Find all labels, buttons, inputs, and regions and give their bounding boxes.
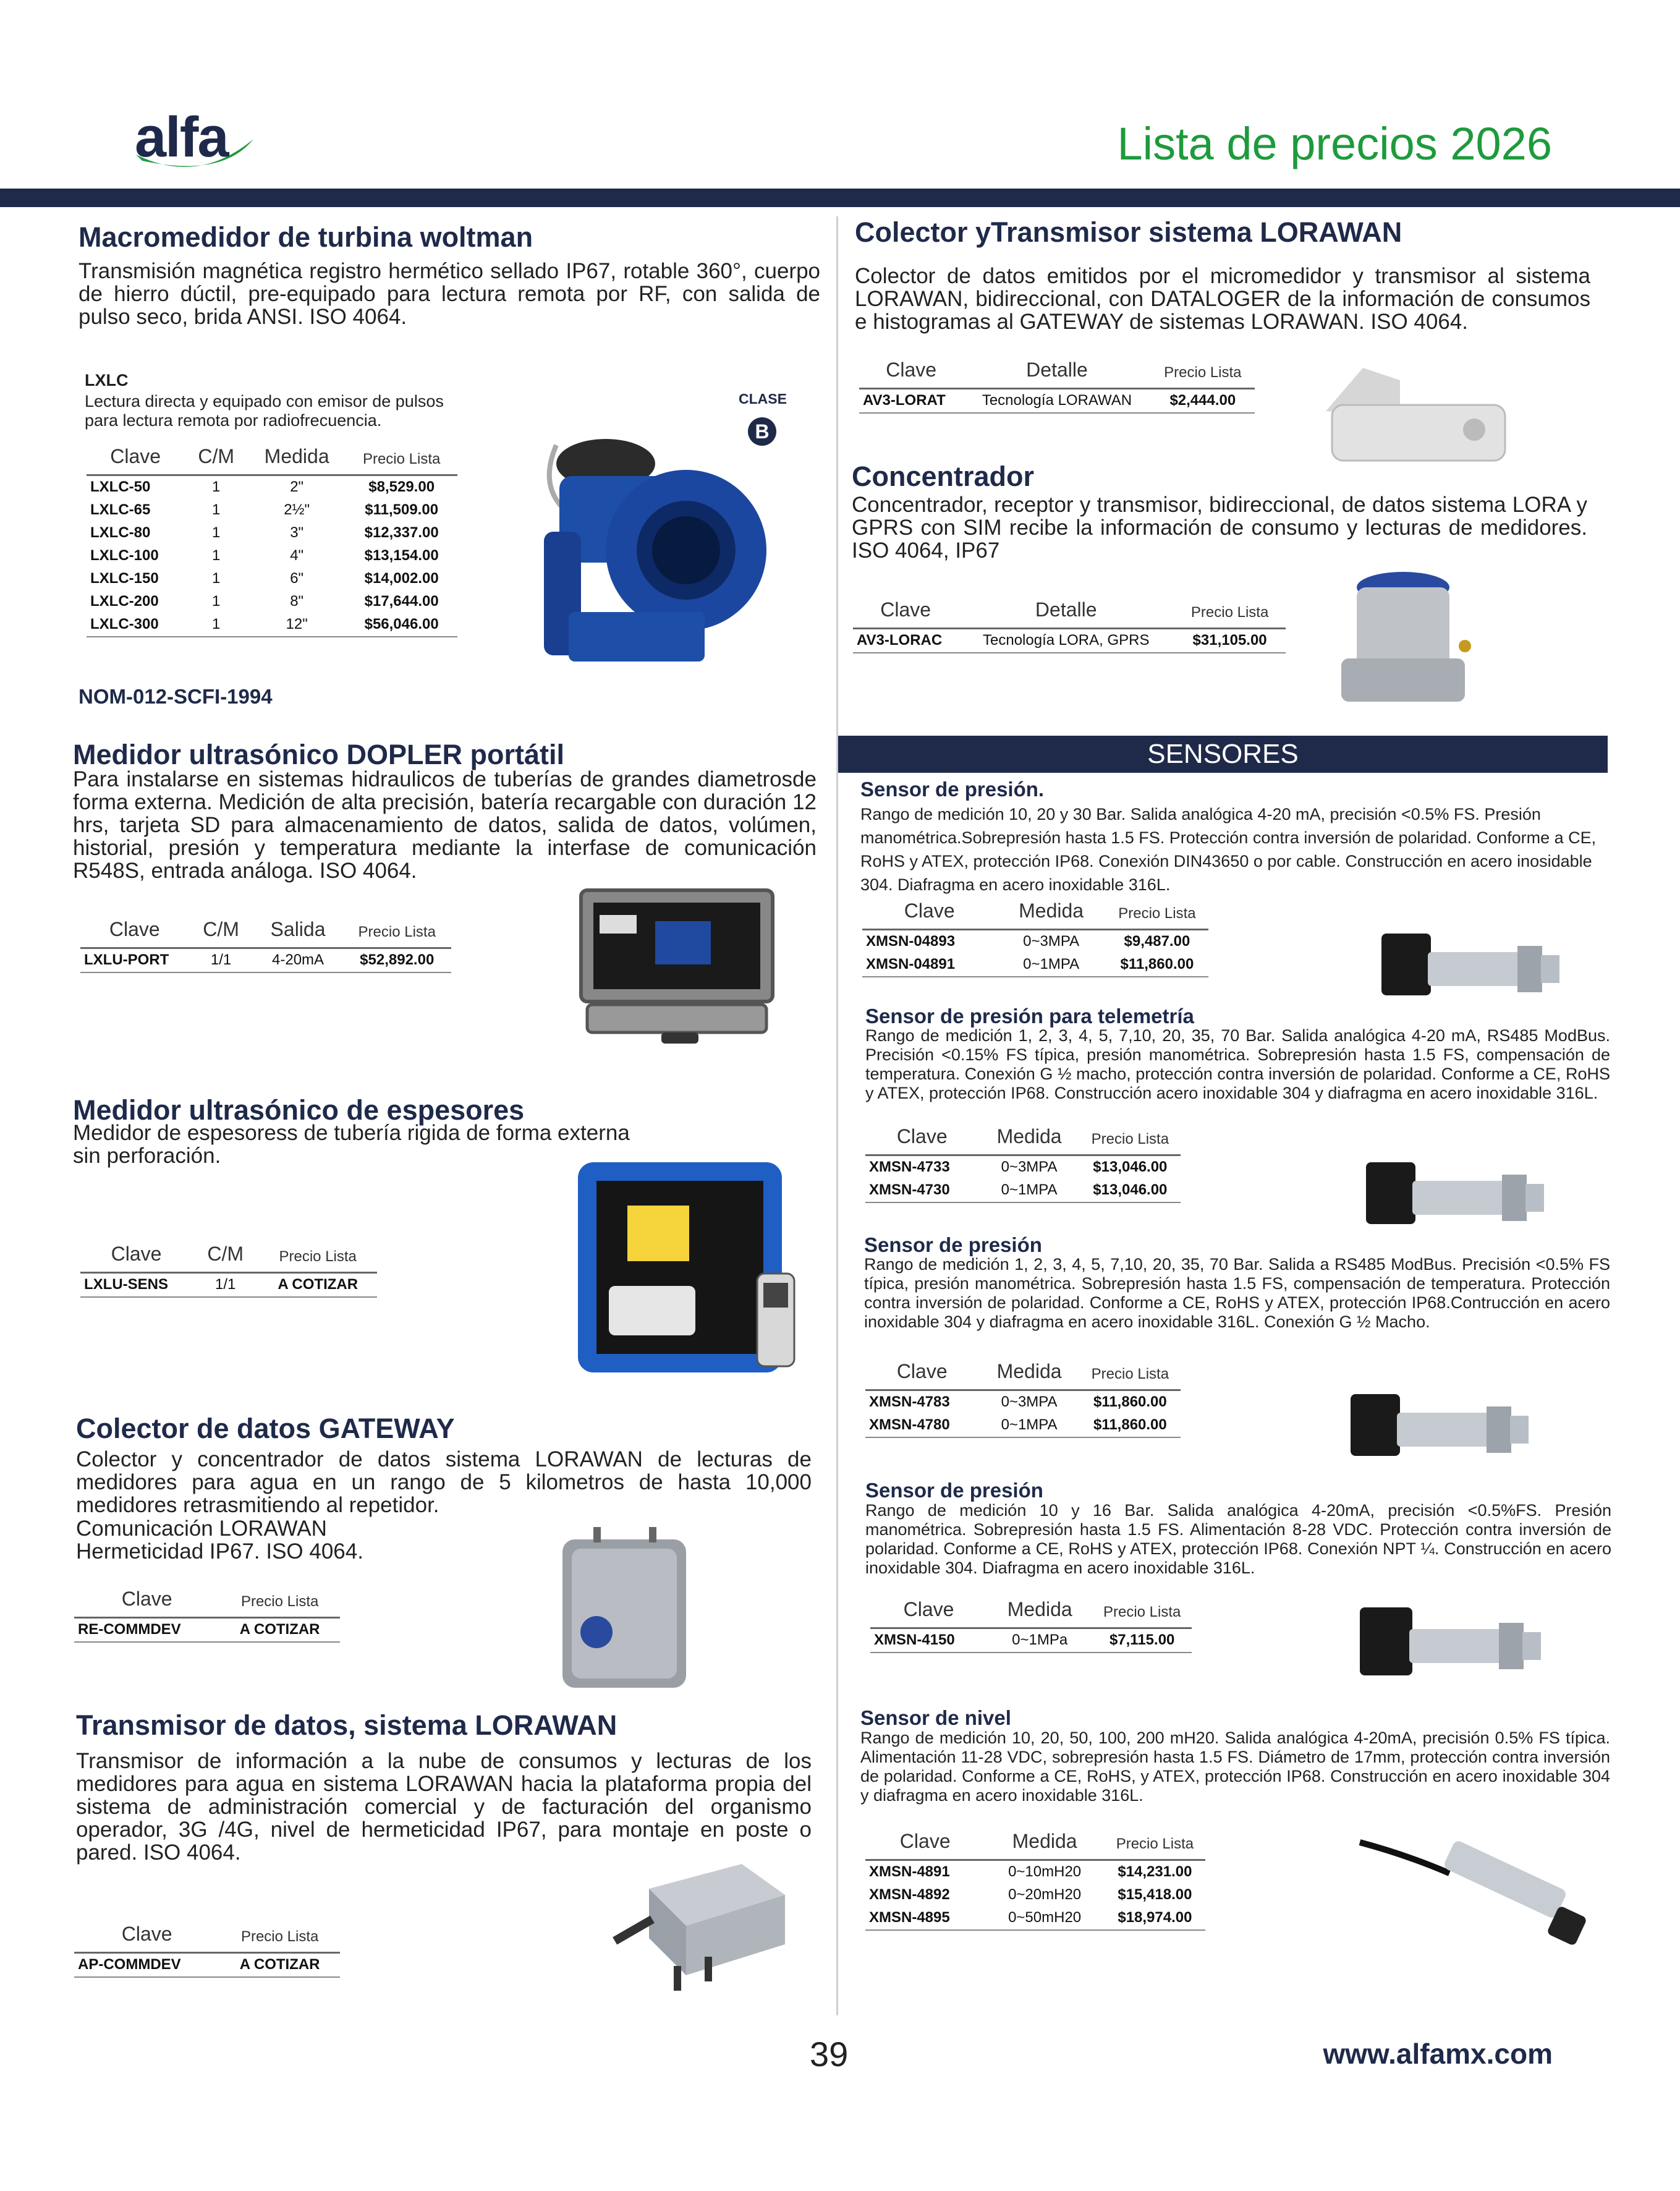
- cell-clave: XMSN-4895: [865, 1907, 985, 1930]
- sensor3-title: Sensor de presión: [864, 1233, 1042, 1256]
- cell-clave: RE-COMMDEV: [74, 1618, 219, 1643]
- col-cm: C/M: [189, 918, 253, 948]
- cell-detalle: Tecnología LORAWAN: [963, 389, 1150, 414]
- col-clave: Clave: [870, 1598, 987, 1628]
- cell-medida: 0~3MPA: [1001, 1159, 1058, 1175]
- col-clave: Clave: [74, 1588, 219, 1618]
- logo-text: alfa: [135, 106, 228, 169]
- document-title: Lista de precios 2026: [1117, 118, 1552, 169]
- col-medida: Medida: [978, 1360, 1079, 1390]
- cell-precio: $14,231.00: [1118, 1863, 1192, 1880]
- transmisor-price-table: [74, 1923, 340, 1978]
- col-salida: Salida: [253, 918, 343, 948]
- colector-title: Colector yTransmisor sistema LORAWAN: [855, 216, 1402, 248]
- cell-precio: $31,105.00: [1174, 629, 1286, 653]
- sensor2-price-table: [865, 1125, 1181, 1203]
- cell-precio: A COTIZAR: [219, 1953, 340, 1978]
- gateway-description-2: Comunicación LORAWAN: [76, 1517, 327, 1541]
- col-clave: Clave: [865, 1830, 985, 1860]
- cell-cm: 1: [211, 479, 221, 495]
- gateway-title: Colector de datos GATEWAY: [76, 1413, 455, 1444]
- cell-medida: 6": [290, 570, 304, 587]
- cell-clave: LXLC-200: [90, 593, 159, 610]
- cell-clave: XMSN-4733: [869, 1159, 950, 1175]
- cell-cm: 1: [211, 570, 221, 587]
- cell-cm: 1: [211, 547, 221, 564]
- col-clave: Clave: [87, 445, 184, 475]
- cell-medida: 0~1MPA: [996, 953, 1105, 977]
- cell-clave: AP-COMMDEV: [74, 1953, 219, 1978]
- table-row: [87, 545, 457, 568]
- table-row: [87, 522, 457, 545]
- dopler-case-image: [575, 878, 779, 1051]
- table-row: [865, 1390, 1181, 1415]
- col-medida: Medida: [978, 1125, 1079, 1155]
- cell-medida: 12": [248, 613, 346, 637]
- cell-precio: $9,487.00: [1124, 933, 1190, 950]
- table-row: [74, 1953, 340, 1978]
- col-cm: C/M: [192, 1243, 258, 1273]
- cell-clave: LXLU-SENS: [80, 1273, 192, 1298]
- col-clave: Clave: [859, 359, 963, 389]
- cell-cm: 1/1: [189, 948, 253, 973]
- level-sensor-image: [1357, 1830, 1604, 1972]
- table-row: [87, 613, 457, 637]
- col-cm: C/M: [184, 445, 248, 475]
- table-row: [862, 930, 1208, 954]
- thickness-meter-case-image: [572, 1150, 807, 1391]
- cell-medida: 0~1MPA: [978, 1414, 1079, 1437]
- woltman-title: Macromedidor de turbina woltman: [78, 221, 533, 253]
- clase-label: CLASE: [739, 391, 787, 407]
- sensor2-title: Sensor de presión para telemetría: [865, 1005, 1194, 1027]
- table-row: [853, 629, 1286, 653]
- dopler-description: Para instalarse en sistemas hidraulicos de tuberías de grandes diametrosde forma externa. Medición de alta precisión, batería recargable con duración 12 hrs, tarjeta SD para almacenamiento de datos, salida de datos, volúmen, historial, presión y temperatura mediante la interfase de comunicación R548S, entrada análoga. ISO 4064.: [73, 767, 817, 883]
- header-bar: [0, 189, 1680, 207]
- table-row: [865, 1155, 1181, 1180]
- turbine-meter-image: [532, 408, 773, 680]
- cell-medida: 2½": [284, 501, 310, 518]
- cell-medida: 4": [290, 547, 304, 564]
- sensor5-description: Rango de medición 10, 20, 50, 100, 200 mH20. Salida analógica 4-20mA, precisión 0.5% FS típica. Alimentación 11-28 VDC, sobrepresión hasta 1.5 FS. Diámetro de 17mm, protección contra inversión de polaridad. Conforme a CE, RoHS, y ATEX, protección IP68. Construcción en acero inoxidable 304 y diafragma en acero inoxidable 316L.: [860, 1729, 1610, 1805]
- cell-precio: $8,529.00: [368, 479, 435, 495]
- lorawan-collector-image: [1313, 362, 1511, 467]
- gateway-price-table: [74, 1588, 340, 1643]
- cell-medida: 0~3MPA: [1023, 933, 1080, 950]
- cell-precio: $17,644.00: [364, 593, 439, 610]
- cell-clave: AV3-LORAC: [853, 629, 958, 653]
- table-row: [80, 948, 451, 973]
- cell-precio: $13,154.00: [364, 547, 439, 564]
- cell-precio: $12,337.00: [364, 524, 439, 541]
- cell-clave: LXLU-PORT: [80, 948, 189, 973]
- table-row: [87, 590, 457, 613]
- col-medida: Medida: [985, 1830, 1104, 1860]
- cell-precio: $13,046.00: [1093, 1159, 1168, 1175]
- cell-medida: 0~20mH20: [1008, 1886, 1082, 1903]
- cell-clave: LXLC-80: [90, 524, 151, 541]
- table-row: [859, 389, 1255, 414]
- cell-clave: XMSN-4780: [865, 1414, 978, 1437]
- colector-description: Colector de datos emitidos por el micromedidor y transmisor al sistema LORAWAN, bidireccional, con DATALOGER de la información de consumos e histogramas al GATEWAY de sistemas LORAWAN. ISO 4064.: [855, 264, 1590, 334]
- table-row: [87, 499, 457, 522]
- transmisor-description: Transmisor de información a la nube de consumos y lecturas de los medidores para agua en sistema LORAWAN hacia la plataforma propia del sistema de administración comercial y de facturación del organismo operador, 3G /4G, nivel de hermeticidad IP67, para montaje en poste o pared. ISO 4064.: [76, 1749, 812, 1865]
- col-medida: Medida: [248, 445, 346, 475]
- cell-medida: 0~1MPA: [978, 1179, 1079, 1202]
- transmitter-device-image: [612, 1852, 797, 1994]
- table-row: [87, 475, 457, 500]
- sensor3-price-table: [865, 1360, 1181, 1438]
- col-precio: Precio Lista: [342, 918, 451, 948]
- cell-precio: A COTIZAR: [258, 1273, 377, 1298]
- col-precio: Precio Lista: [1106, 900, 1208, 930]
- cell-medida: 2": [290, 479, 304, 495]
- col-clave: Clave: [862, 900, 996, 930]
- website-link[interactable]: www.alfamx.com: [1323, 2038, 1553, 2070]
- cell-clave: XMSN-04893: [866, 933, 956, 950]
- cell-medida: 0~10mH20: [1008, 1863, 1082, 1880]
- col-precio: Precio Lista: [219, 1923, 340, 1953]
- col-clave: Clave: [80, 1243, 192, 1273]
- col-detalle: Detalle: [963, 359, 1150, 389]
- col-clave: Clave: [853, 598, 958, 629]
- sensor3-description: Rango de medición 1, 2, 3, 4, 5, 7,10, 20, 35, 70 Bar. Salida a RS485 ModBus. Precisión <0.5% FS típica, presión manométrica. Sobrepresión hasta 1.5 FS, compensación de temperatura. Protección contra inversión de polaridad. Conforme a CE, RoHS y ATEX, protección IP68.Contrucción en acero inoxidable 304 y diafragma en acero inoxidable 316L. Conexión G ½ Macho.: [864, 1255, 1610, 1331]
- cell-precio: $52,892.00: [342, 948, 451, 973]
- col-clave: Clave: [865, 1125, 978, 1155]
- gateway-device-image: [556, 1527, 698, 1694]
- alfa-logo: [130, 105, 263, 176]
- col-precio: Precio Lista: [1080, 1360, 1181, 1390]
- cell-cm: 1: [184, 613, 248, 637]
- table-row: [865, 1179, 1181, 1202]
- col-medida: Medida: [987, 1598, 1092, 1628]
- woltman-model-description: Lectura directa y equipado con emisor de pulsos para lectura remota por radiofrecuencia.: [85, 392, 444, 430]
- gateway-description-3: Hermeticidad IP67. ISO 4064.: [76, 1539, 363, 1563]
- col-precio: Precio Lista: [1092, 1598, 1192, 1628]
- cell-clave: XMSN-4150: [870, 1628, 987, 1653]
- sensor4-title: Sensor de presión: [865, 1479, 1043, 1502]
- cell-precio: $2,444.00: [1151, 389, 1255, 414]
- concentrador-description: Concentrador, receptor y transmisor, bidireccional, de datos sistema LORA y GPRS con SIM recibe la información de consumo y lecturas de medidores. ISO 4064, IP67: [852, 493, 1587, 563]
- table-row: [865, 1414, 1181, 1437]
- norm-label: NOM-012-SCFI-1994: [78, 685, 273, 708]
- sensor1-price-table: [862, 900, 1208, 977]
- cell-clave: XMSN-4783: [869, 1393, 950, 1410]
- cell-precio: $56,046.00: [346, 613, 457, 637]
- cell-precio: $7,115.00: [1092, 1628, 1192, 1653]
- col-precio: Precio Lista: [1151, 359, 1255, 389]
- table-row: [865, 1907, 1205, 1930]
- sensor4-description: Rango de medición 10 y 16 Bar. Salida analógica 4-20mA, precisión <0.5%FS. Presión manométrica. Sobrepresión hasta 1.5 FS. Alimentación 8-28 VDC. Protección contra inversión de polaridad. Conforme a CE, RoHS y ATEX, protección IP68. Conexión NPT ¼. Construcción en acero inoxidable 304. Diafragma en acero inoxidable 316L.: [865, 1501, 1611, 1577]
- cell-precio: $15,418.00: [1118, 1886, 1192, 1903]
- cell-cm: 1/1: [192, 1273, 258, 1298]
- col-clave: Clave: [74, 1923, 219, 1953]
- sensor5-price-table: [865, 1830, 1205, 1931]
- cell-medida: 8": [290, 593, 304, 610]
- cell-clave: XMSN-4891: [869, 1863, 950, 1880]
- table-row: [870, 1628, 1192, 1653]
- sensor5-title: Sensor de nivel: [860, 1706, 1011, 1729]
- cell-clave: LXLC-65: [90, 501, 151, 518]
- cell-clave: LXLC-100: [90, 547, 159, 564]
- colector-price-table: [859, 359, 1255, 414]
- cell-precio: A COTIZAR: [219, 1618, 340, 1643]
- cell-precio: $11,860.00: [1080, 1414, 1181, 1437]
- concentrador-title: Concentrador: [852, 461, 1035, 492]
- woltman-description: Transmisión magnética registro hermético sellado IP67, rotable 360°, cuerpo de hierro dúctil, pre-equipado para lectura remota por RF, con salida de pulso seco, brida ANSI. ISO 4064.: [78, 259, 820, 329]
- table-row: [74, 1618, 340, 1643]
- col-precio: Precio Lista: [258, 1243, 377, 1273]
- pressure-sensor-image-2: [1354, 1138, 1558, 1261]
- transmisor-title: Transmisor de datos, sistema LORAWAN: [76, 1709, 617, 1741]
- cell-medida: 0~3MPA: [1001, 1393, 1058, 1410]
- cell-precio: $11,860.00: [1093, 1393, 1167, 1410]
- cell-clave: LXLC-150: [90, 570, 159, 587]
- espesores-description: Medidor de espesoress de tubería rigida de forma externa sin perforación.: [73, 1121, 630, 1168]
- cell-clave: XMSN-04891: [862, 953, 996, 977]
- page-number: 39: [810, 2035, 849, 2074]
- cell-clave: LXLC-50: [90, 479, 151, 495]
- col-detalle: Detalle: [958, 598, 1174, 629]
- col-medida: Medida: [996, 900, 1105, 930]
- col-precio: Precio Lista: [1080, 1125, 1181, 1155]
- sensor1-title: Sensor de presión.: [860, 778, 1045, 801]
- cell-clave: AV3-LORAT: [859, 389, 963, 414]
- woltman-model: LXLC: [85, 371, 129, 389]
- table-row: [862, 953, 1208, 977]
- cell-clave: LXLC-300: [87, 613, 184, 637]
- col-precio: Precio Lista: [346, 445, 457, 475]
- col-clave: Clave: [865, 1360, 978, 1390]
- pressure-sensor-image-3: [1338, 1369, 1542, 1493]
- cell-medida: 0~1MPa: [987, 1628, 1092, 1653]
- table-row: [80, 1273, 377, 1298]
- pressure-sensor-image-1: [1369, 909, 1573, 1032]
- col-precio: Precio Lista: [1174, 598, 1286, 629]
- cell-salida: 4-20mA: [253, 948, 343, 973]
- sensor4-price-table: [870, 1598, 1192, 1653]
- column-divider: [836, 216, 838, 2015]
- cell-precio: $11,509.00: [365, 501, 439, 518]
- cell-cm: 1: [211, 524, 221, 541]
- cell-medida: 3": [290, 524, 304, 541]
- sensor2-description: Rango de medición 1, 2, 3, 4, 5, 7,10, 20, 35, 70 Bar. Salida analógica 4-20 mA, RS485 ModBus. Precisión <0.15% FS típica, presión manométrica. Sobrepresión hasta 1.5 FS, compensación de temperatura. Conexión G ½ macho, protección contra inversión de polaridad. Conforme a CE, RoHS y ATEX, protección IP68. Construcción acero inoxidable 304 y diafragma en acero inoxidable 316L.: [865, 1026, 1610, 1102]
- cell-cm: 1: [211, 501, 221, 518]
- sensores-section-header: SENSORES: [838, 736, 1608, 773]
- col-clave: Clave: [80, 918, 189, 948]
- concentrator-device-image: [1335, 566, 1477, 714]
- cell-clave: XMSN-4730: [865, 1179, 978, 1202]
- cell-precio: $13,046.00: [1080, 1179, 1181, 1202]
- pressure-sensor-image-4: [1347, 1583, 1551, 1719]
- cell-cm: 1: [211, 593, 221, 610]
- espesores-price-table: [80, 1243, 377, 1298]
- espesores-title: Medidor ultrasónico de espesores: [73, 1094, 525, 1126]
- woltman-price-table: [87, 445, 457, 637]
- cell-clave: XMSN-4892: [869, 1886, 950, 1903]
- dopler-title: Medidor ultrasónico DOPLER portátil: [73, 739, 565, 770]
- cell-medida: 0~50mH20: [985, 1907, 1104, 1930]
- table-row: [865, 1884, 1205, 1907]
- cell-precio: $18,974.00: [1105, 1907, 1205, 1930]
- clase-badge: B: [748, 417, 776, 446]
- col-precio: Precio Lista: [1105, 1830, 1205, 1860]
- cell-precio: $14,002.00: [364, 570, 439, 587]
- dopler-price-table: [80, 918, 451, 973]
- concentrador-price-table: [853, 598, 1286, 653]
- table-row: [87, 568, 457, 590]
- col-precio: Precio Lista: [219, 1588, 340, 1618]
- gateway-description: Colector y concentrador de datos sistema LORAWAN de lecturas de medidores para agua en un rango de 5 kilometros de hasta 10,000 medidores retrasmitiendo al repetidor.: [76, 1447, 812, 1517]
- table-row: [865, 1860, 1205, 1884]
- cell-detalle: Tecnología LORA, GPRS: [958, 629, 1174, 653]
- sensor1-description: Rango de medición 10, 20 y 30 Bar. Salida analógica 4-20 mA, precisión <0.5% FS. Presión manométrica.Sobrepresión hasta 1.5 FS. Protección contra inversión de polaridad. Conforme a CE, RoHS y ATEX, protección IP68. Conexión DIN43650 o por cable. Construcción en acero inosidable 304. Diafragma en acero inoxidable 316L.: [860, 805, 1597, 894]
- cell-precio: $11,860.00: [1106, 953, 1208, 977]
